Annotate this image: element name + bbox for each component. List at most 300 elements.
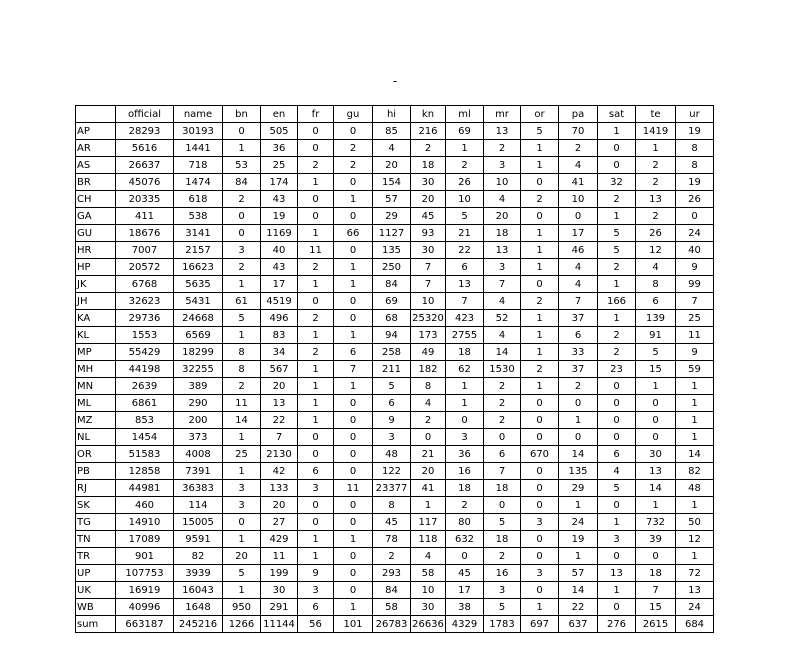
table-cell: 19 bbox=[676, 174, 714, 191]
table-cell: 20 bbox=[411, 463, 446, 480]
table-cell: 199 bbox=[261, 565, 298, 582]
table-cell: 1553 bbox=[116, 327, 174, 344]
table-cell: 3 bbox=[223, 497, 261, 514]
table-cell: 44198 bbox=[116, 361, 174, 378]
table-cell: 7 bbox=[484, 463, 521, 480]
table-cell: 1 bbox=[559, 497, 598, 514]
table-cell: 2 bbox=[411, 412, 446, 429]
table-cell: 276 bbox=[598, 616, 636, 633]
table-cell: 14 bbox=[484, 344, 521, 361]
table-cell: 3 bbox=[298, 582, 334, 599]
table-cell: 10 bbox=[484, 174, 521, 191]
table-cell: 62 bbox=[446, 361, 484, 378]
table-row bbox=[76, 599, 714, 616]
table-cell: 4 bbox=[484, 293, 521, 310]
table-row bbox=[76, 327, 714, 344]
table-cell: 16 bbox=[484, 565, 521, 582]
table-cell: 4 bbox=[484, 191, 521, 208]
table-cell: 101 bbox=[334, 616, 373, 633]
table-cell: 4 bbox=[411, 395, 446, 412]
table-cell: 70 bbox=[559, 123, 598, 140]
table-cell: 22 bbox=[446, 242, 484, 259]
table-cell: 58 bbox=[373, 599, 411, 616]
table-cell: 6 bbox=[298, 463, 334, 480]
table-row bbox=[76, 395, 714, 412]
table-cell: 0 bbox=[334, 242, 373, 259]
table-cell: 1 bbox=[598, 582, 636, 599]
table-cell: 2 bbox=[298, 310, 334, 327]
table-cell: 3 bbox=[298, 480, 334, 497]
table-cell: 3 bbox=[373, 429, 411, 446]
table-cell: 0 bbox=[298, 293, 334, 310]
table-cell: 1 bbox=[676, 497, 714, 514]
table-cell: 61 bbox=[223, 293, 261, 310]
table-cell: 290 bbox=[174, 395, 223, 412]
row-label-cell: AP bbox=[76, 123, 116, 140]
table-cell: 1 bbox=[446, 395, 484, 412]
table-cell: 22 bbox=[559, 599, 598, 616]
table-cell: 1 bbox=[676, 378, 714, 395]
table-row bbox=[76, 531, 714, 548]
table-cell: 258 bbox=[373, 344, 411, 361]
table-cell: 43 bbox=[261, 259, 298, 276]
table-cell: 3 bbox=[223, 480, 261, 497]
row-label-cell: SK bbox=[76, 497, 116, 514]
table-cell: 85 bbox=[373, 123, 411, 140]
table-cell: 26 bbox=[636, 225, 676, 242]
row-label-cell: UK bbox=[76, 582, 116, 599]
table-cell: 6768 bbox=[116, 276, 174, 293]
table-cell: 0 bbox=[334, 412, 373, 429]
table-cell: 3 bbox=[484, 259, 521, 276]
table-cell: 0 bbox=[598, 599, 636, 616]
table-cell: 20335 bbox=[116, 191, 174, 208]
table-cell: 4 bbox=[484, 327, 521, 344]
corner-cell bbox=[76, 106, 116, 123]
table-cell: 14 bbox=[636, 480, 676, 497]
table-cell: 0 bbox=[484, 429, 521, 446]
table-cell: 69 bbox=[446, 123, 484, 140]
table-cell: 11 bbox=[261, 548, 298, 565]
table-cell: 684 bbox=[676, 616, 714, 633]
table-cell: 8 bbox=[411, 378, 446, 395]
table-cell: 46 bbox=[559, 242, 598, 259]
table-cell: 25 bbox=[676, 310, 714, 327]
table-cell: 1 bbox=[636, 497, 676, 514]
table-cell: 0 bbox=[521, 480, 559, 497]
table-cell: 7 bbox=[411, 276, 446, 293]
table-cell: 2 bbox=[484, 140, 521, 157]
table-cell: 1530 bbox=[484, 361, 521, 378]
table-cell: 56 bbox=[298, 616, 334, 633]
table-cell: 2 bbox=[484, 395, 521, 412]
row-label-cell: TR bbox=[76, 548, 116, 565]
table-cell: 18676 bbox=[116, 225, 174, 242]
table-row bbox=[76, 123, 714, 140]
table-cell: 18 bbox=[484, 225, 521, 242]
table-cell: 5635 bbox=[174, 276, 223, 293]
table-cell: 1 bbox=[636, 378, 676, 395]
table-cell: 32 bbox=[598, 174, 636, 191]
table-cell: 3 bbox=[521, 565, 559, 582]
table-cell: 66 bbox=[334, 225, 373, 242]
table-cell: 0 bbox=[598, 548, 636, 565]
table-cell: 0 bbox=[334, 395, 373, 412]
table-cell: 2 bbox=[373, 548, 411, 565]
table-cell: 211 bbox=[373, 361, 411, 378]
table-cell: 0 bbox=[598, 412, 636, 429]
table-cell: 1 bbox=[559, 412, 598, 429]
table-cell: 26636 bbox=[411, 616, 446, 633]
table-cell: 2 bbox=[484, 548, 521, 565]
table-cell: 7 bbox=[559, 293, 598, 310]
table-cell: 11 bbox=[298, 242, 334, 259]
table-cell: 2 bbox=[598, 327, 636, 344]
table-cell: 24 bbox=[676, 599, 714, 616]
table-cell: 20 bbox=[411, 191, 446, 208]
table-row bbox=[76, 276, 714, 293]
table-cell: 0 bbox=[298, 429, 334, 446]
table-cell: 16623 bbox=[174, 259, 223, 276]
row-label-cell: CH bbox=[76, 191, 116, 208]
table-cell: 0 bbox=[223, 123, 261, 140]
table-cell: 5431 bbox=[174, 293, 223, 310]
table-cell: 55429 bbox=[116, 344, 174, 361]
table-cell: 2157 bbox=[174, 242, 223, 259]
table-cell: 38 bbox=[446, 599, 484, 616]
table-cell: 0 bbox=[521, 395, 559, 412]
table-cell: 0 bbox=[598, 429, 636, 446]
table-cell: 52 bbox=[484, 310, 521, 327]
chart-title: - bbox=[392, 74, 398, 88]
row-label-cell: TG bbox=[76, 514, 116, 531]
row-label-cell: HR bbox=[76, 242, 116, 259]
table-cell: 6 bbox=[373, 395, 411, 412]
table-cell: 50 bbox=[676, 514, 714, 531]
table-cell: 4 bbox=[636, 259, 676, 276]
table-cell: 6 bbox=[559, 327, 598, 344]
table-cell: 11 bbox=[223, 395, 261, 412]
table-cell: 1 bbox=[298, 276, 334, 293]
table-cell: 82 bbox=[676, 463, 714, 480]
table-cell: 2 bbox=[446, 157, 484, 174]
table-cell: 18 bbox=[446, 480, 484, 497]
table-cell: 53 bbox=[223, 157, 261, 174]
table-cell: 4519 bbox=[261, 293, 298, 310]
table-cell: 1 bbox=[223, 327, 261, 344]
table-cell: 0 bbox=[298, 140, 334, 157]
table-cell: 0 bbox=[676, 208, 714, 225]
table-cell: 12858 bbox=[116, 463, 174, 480]
table-cell: 6 bbox=[598, 446, 636, 463]
table-cell: 1 bbox=[411, 497, 446, 514]
table-cell: 36 bbox=[261, 140, 298, 157]
table-row bbox=[76, 259, 714, 276]
table-cell: 6 bbox=[298, 599, 334, 616]
data-table bbox=[75, 105, 714, 633]
table-cell: 1 bbox=[334, 327, 373, 344]
table-cell: 293 bbox=[373, 565, 411, 582]
table-cell: 78 bbox=[373, 531, 411, 548]
table-cell: 1 bbox=[676, 548, 714, 565]
table-cell: 45 bbox=[373, 514, 411, 531]
table-cell: 13 bbox=[676, 582, 714, 599]
table-cell: 2 bbox=[521, 361, 559, 378]
table-cell: 154 bbox=[373, 174, 411, 191]
table-cell: 24 bbox=[559, 514, 598, 531]
table-cell: 1419 bbox=[636, 123, 676, 140]
table-cell: 11 bbox=[676, 327, 714, 344]
table-cell: 133 bbox=[261, 480, 298, 497]
table-cell: 2 bbox=[334, 157, 373, 174]
row-label-cell: JH bbox=[76, 293, 116, 310]
table-cell: 5 bbox=[598, 480, 636, 497]
row-label-cell: TN bbox=[76, 531, 116, 548]
table-cell: 30 bbox=[411, 174, 446, 191]
table-cell: 10 bbox=[411, 582, 446, 599]
row-label-cell: sum bbox=[76, 616, 116, 633]
table-cell: 2 bbox=[636, 174, 676, 191]
table-cell: 1 bbox=[334, 531, 373, 548]
table-row bbox=[76, 480, 714, 497]
table-cell: 36 bbox=[446, 446, 484, 463]
table-cell: 42 bbox=[261, 463, 298, 480]
table-cell: 18299 bbox=[174, 344, 223, 361]
table-cell: 44981 bbox=[116, 480, 174, 497]
table-cell: 1 bbox=[298, 412, 334, 429]
table-cell: 0 bbox=[521, 208, 559, 225]
table-cell: 0 bbox=[334, 208, 373, 225]
table-cell: 122 bbox=[373, 463, 411, 480]
table-cell: 0 bbox=[559, 208, 598, 225]
table-cell: 4 bbox=[559, 157, 598, 174]
table-cell: 7 bbox=[261, 429, 298, 446]
table-cell: 51583 bbox=[116, 446, 174, 463]
table-cell: 5 bbox=[598, 242, 636, 259]
column-header-cell: ml bbox=[446, 106, 484, 123]
column-header-cell: gu bbox=[334, 106, 373, 123]
table-cell: 0 bbox=[521, 412, 559, 429]
table-cell: 1441 bbox=[174, 140, 223, 157]
table-cell: 0 bbox=[298, 514, 334, 531]
table-cell: 57 bbox=[373, 191, 411, 208]
table-cell: 0 bbox=[334, 123, 373, 140]
table-cell: 505 bbox=[261, 123, 298, 140]
table-cell: 15005 bbox=[174, 514, 223, 531]
table-cell: 1 bbox=[598, 514, 636, 531]
table-cell: 49 bbox=[411, 344, 446, 361]
table-cell: 0 bbox=[484, 497, 521, 514]
table-cell: 58 bbox=[411, 565, 446, 582]
table-row bbox=[76, 378, 714, 395]
table-cell: 1 bbox=[334, 276, 373, 293]
table-cell: 0 bbox=[298, 446, 334, 463]
table-cell: 1 bbox=[598, 123, 636, 140]
column-header-cell: name bbox=[174, 106, 223, 123]
table-row bbox=[76, 242, 714, 259]
table-cell: 1 bbox=[298, 361, 334, 378]
table-cell: 36383 bbox=[174, 480, 223, 497]
table-cell: 16 bbox=[446, 463, 484, 480]
table-cell: 0 bbox=[521, 531, 559, 548]
row-label-cell: MN bbox=[76, 378, 116, 395]
table-cell: 1 bbox=[559, 548, 598, 565]
table-cell: 1 bbox=[298, 174, 334, 191]
table-cell: 0 bbox=[334, 582, 373, 599]
column-header-cell: fr bbox=[298, 106, 334, 123]
table-cell: 5 bbox=[223, 310, 261, 327]
table-cell: 0 bbox=[598, 395, 636, 412]
table-cell: 0 bbox=[636, 548, 676, 565]
table-cell: 1 bbox=[298, 548, 334, 565]
table-cell: 5 bbox=[223, 565, 261, 582]
table-cell: 1 bbox=[298, 378, 334, 395]
table-cell: 9 bbox=[676, 344, 714, 361]
row-label-cell: MP bbox=[76, 344, 116, 361]
table-cell: 9591 bbox=[174, 531, 223, 548]
row-label-cell: AR bbox=[76, 140, 116, 157]
table-cell: 0 bbox=[636, 412, 676, 429]
table-cell: 0 bbox=[446, 412, 484, 429]
table-cell: 2 bbox=[598, 191, 636, 208]
table-cell: 1 bbox=[521, 327, 559, 344]
column-header-cell: mr bbox=[484, 106, 521, 123]
table-cell: 6569 bbox=[174, 327, 223, 344]
table-cell: 182 bbox=[411, 361, 446, 378]
table-cell: 2 bbox=[298, 259, 334, 276]
table-cell: 117 bbox=[411, 514, 446, 531]
table-row bbox=[76, 463, 714, 480]
table-row bbox=[76, 446, 714, 463]
table-cell: 373 bbox=[174, 429, 223, 446]
table-cell: 0 bbox=[521, 276, 559, 293]
table-cell: 33 bbox=[559, 344, 598, 361]
table-cell: 2 bbox=[484, 412, 521, 429]
table-cell: 135 bbox=[373, 242, 411, 259]
table-cell: 12 bbox=[636, 242, 676, 259]
row-label-cell: RJ bbox=[76, 480, 116, 497]
table-cell: 0 bbox=[521, 582, 559, 599]
table-cell: 1 bbox=[598, 208, 636, 225]
table-cell: 5 bbox=[373, 378, 411, 395]
table-cell: 26783 bbox=[373, 616, 411, 633]
row-label-cell: MZ bbox=[76, 412, 116, 429]
table-header bbox=[76, 106, 714, 123]
table-cell: 18 bbox=[484, 480, 521, 497]
table-cell: 43 bbox=[261, 191, 298, 208]
table-cell: 1 bbox=[521, 378, 559, 395]
table-cell: 1 bbox=[521, 599, 559, 616]
table-cell: 0 bbox=[334, 548, 373, 565]
row-label-cell: JK bbox=[76, 276, 116, 293]
table-cell: 16043 bbox=[174, 582, 223, 599]
table-cell: 8 bbox=[373, 497, 411, 514]
table-cell: 7391 bbox=[174, 463, 223, 480]
table-cell: 32623 bbox=[116, 293, 174, 310]
table-cell: 10 bbox=[559, 191, 598, 208]
table-cell: 40996 bbox=[116, 599, 174, 616]
table-cell: 4008 bbox=[174, 446, 223, 463]
table-row bbox=[76, 548, 714, 565]
table-cell: 26 bbox=[446, 174, 484, 191]
table-cell: 1 bbox=[334, 599, 373, 616]
table-cell: 39 bbox=[636, 531, 676, 548]
table-cell: 1 bbox=[521, 259, 559, 276]
table-cell: 411 bbox=[116, 208, 174, 225]
table-cell: 12 bbox=[676, 531, 714, 548]
table-cell: 3 bbox=[484, 157, 521, 174]
table-cell: 618 bbox=[174, 191, 223, 208]
table-cell: 1 bbox=[334, 378, 373, 395]
column-header-cell: en bbox=[261, 106, 298, 123]
table-cell: 1 bbox=[521, 242, 559, 259]
table-cell: 0 bbox=[559, 429, 598, 446]
row-label-cell: WB bbox=[76, 599, 116, 616]
table-cell: 30 bbox=[411, 599, 446, 616]
table-cell: 9 bbox=[298, 565, 334, 582]
table-cell: 18 bbox=[446, 344, 484, 361]
table-row bbox=[76, 293, 714, 310]
table-cell: 1 bbox=[676, 429, 714, 446]
column-header-cell: hi bbox=[373, 106, 411, 123]
table-cell: 1 bbox=[298, 327, 334, 344]
table-cell: 23377 bbox=[373, 480, 411, 497]
table-cell: 2 bbox=[298, 157, 334, 174]
column-header-cell: or bbox=[521, 106, 559, 123]
table-cell: 1 bbox=[521, 310, 559, 327]
table-cell: 93 bbox=[411, 225, 446, 242]
table-cell: 1 bbox=[521, 225, 559, 242]
table-cell: 5616 bbox=[116, 140, 174, 157]
table-row bbox=[76, 565, 714, 582]
table-cell: 3 bbox=[521, 514, 559, 531]
table-cell: 15 bbox=[636, 361, 676, 378]
table-cell: 25 bbox=[223, 446, 261, 463]
row-label-cell: OR bbox=[76, 446, 116, 463]
table-cell: 2615 bbox=[636, 616, 676, 633]
table-cell: 4329 bbox=[446, 616, 484, 633]
table-cell: 0 bbox=[334, 293, 373, 310]
table-cell: 423 bbox=[446, 310, 484, 327]
table-cell: 0 bbox=[636, 429, 676, 446]
table-cell: 10 bbox=[411, 293, 446, 310]
table-cell: 0 bbox=[521, 174, 559, 191]
table-cell: 3939 bbox=[174, 565, 223, 582]
table-cell: 0 bbox=[598, 157, 636, 174]
table-cell: 0 bbox=[223, 208, 261, 225]
table-cell: 1 bbox=[223, 276, 261, 293]
table-cell: 1 bbox=[636, 140, 676, 157]
table-cell: 2755 bbox=[446, 327, 484, 344]
table-cell: 5 bbox=[598, 225, 636, 242]
table-cell: 1 bbox=[334, 191, 373, 208]
table-cell: 1 bbox=[676, 395, 714, 412]
table-cell: 1 bbox=[298, 531, 334, 548]
column-header-cell: bn bbox=[223, 106, 261, 123]
table-cell: 48 bbox=[676, 480, 714, 497]
table-cell: 14 bbox=[559, 446, 598, 463]
table-cell: 0 bbox=[636, 395, 676, 412]
table-row bbox=[76, 174, 714, 191]
table-cell: 13 bbox=[598, 565, 636, 582]
table-row bbox=[76, 616, 714, 633]
table-cell: 40 bbox=[261, 242, 298, 259]
table-cell: 0 bbox=[298, 497, 334, 514]
table-cell: 2 bbox=[559, 140, 598, 157]
table-cell: 0 bbox=[334, 429, 373, 446]
table-cell: 6861 bbox=[116, 395, 174, 412]
table-cell: 8 bbox=[636, 276, 676, 293]
